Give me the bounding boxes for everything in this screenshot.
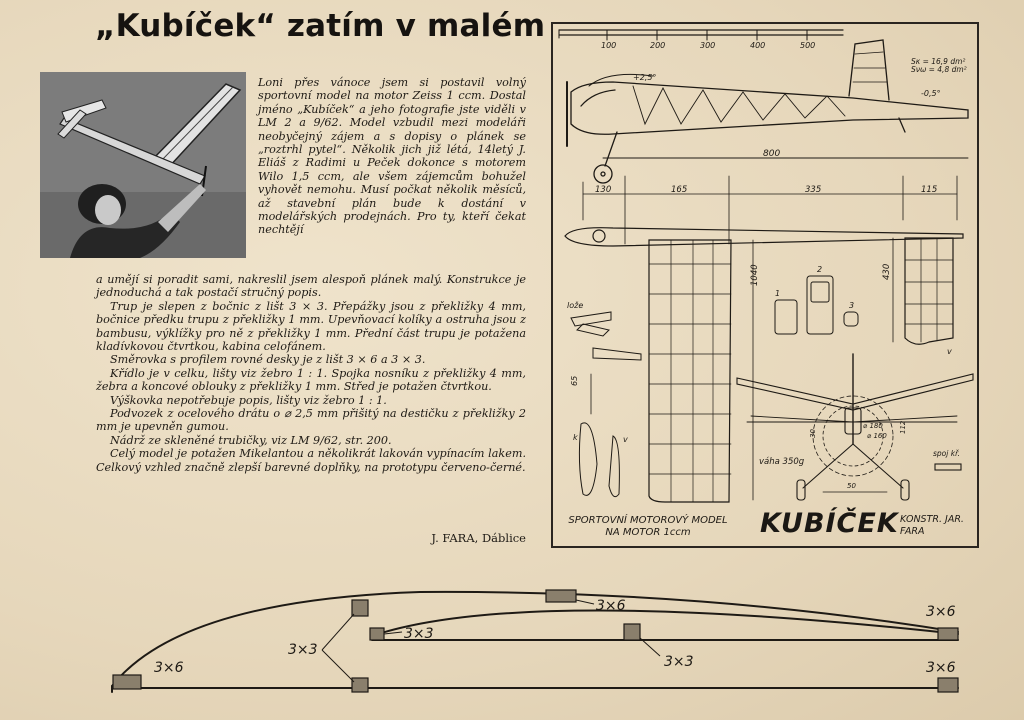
loze-label: lože [567, 301, 584, 310]
article-paragraph: Směrovka s profilem rovné desky je z lišt 3 × 6 a 3 × 3. [110, 353, 426, 367]
photo-boy-with-model [40, 72, 246, 258]
tail-span-dimension: 430 [882, 263, 892, 280]
wing-rib-drawing [0, 570, 1024, 720]
article-paragraph: Nádrž ze skleněné trubičky, viz LM 9/62, str. 200. [110, 433, 392, 447]
dim-65: 65 [570, 375, 579, 386]
article-signature: J. FARA, Dáblice [431, 531, 526, 545]
dim-115: 115 [921, 185, 938, 195]
article-title: „Kubíček“ zatím v malém [95, 8, 546, 44]
part-label: 1 [775, 289, 781, 298]
diameter-label: ⌀ 180 [863, 422, 883, 430]
dim-130: 130 [595, 185, 612, 195]
rib-label: 3×6 [154, 660, 184, 676]
tail-angle-label: -0,5° [921, 89, 941, 98]
top-view [565, 176, 963, 502]
plan-author: KONSTR. JAR. FARA [900, 514, 964, 537]
dim-30: 30 [809, 429, 817, 438]
rib-label: 3×3 [664, 654, 694, 670]
article-intro: Loni přes vánoce jsem si postavil volný sportovní model na motor Zeiss 1 ccm. Dostal jméno „Kubíček“ a jeho fotografie jste viděli v LM 2 a 9/62. Model vzbudil mezi modeláři neobyčejný zájem a s dopisy o plánek se „roztrhl pytel“. Několik jich již létá, 14letý J. Eliáš z Radimi u Peček dokonce s motorem Wilo 1,5 ccm, ale všem zájemcům bohužel vyhovět nemohu. Musí počkat několik měsíců, až stavební plán bude k dostání v modelářských prodejnách. Pro ty, kteří čekat nechtějí [258, 76, 526, 237]
article-paragraph: Celý model je potažen Mikelantou a několikrát lakován vypínacím lakem. Celkový vzhled značně zlepší barevné doplňky, na prototypu červeno-černé. [96, 447, 526, 474]
article-paragraph: Křídlo je v celku, lišty viz žebro 1 : 1. Spojka nosníku z překližky 4 mm, žebra a koncové oblouky z překližky 1 mm. Střed je potažen čtvrtkou. [96, 366, 526, 394]
part-label: k [573, 433, 578, 442]
rib-label: 3×6 [596, 598, 626, 614]
tail-area-label: Sνω = 4,8 dm² [911, 65, 967, 74]
detail-parts [571, 276, 858, 497]
part-label: 2 [817, 265, 823, 274]
front-view [737, 354, 973, 500]
scale-mark: 200 [650, 41, 666, 50]
scale-mark: 100 [601, 41, 617, 50]
wing-angle-label: +2,5° [633, 73, 657, 82]
weight-label: váha 350g [759, 457, 805, 467]
wing-area-label: Sκ = 16,9 dm² [911, 57, 966, 66]
side-view [567, 40, 968, 183]
rib-label: 3×6 [926, 660, 956, 676]
plan-model-name: KUBÍČEK [760, 508, 899, 539]
scale-mark: 500 [800, 41, 816, 50]
plan-caption: SPORTOVNÍ MOTOROVÝ MODEL NA MOTOR 1ccm [568, 515, 728, 538]
diameter-label: ⌀ 160 [867, 432, 887, 440]
article-paragraph: a umějí si poradit sami, nakreslil jsem alespoň plánek malý. Konstrukce je jednoduchá a tak postačí stručný popis. [96, 273, 526, 300]
dim-50: 50 [847, 482, 856, 490]
part-label: 3 [849, 301, 855, 310]
rib-label: 3×3 [288, 642, 318, 658]
rib-label: 3×6 [926, 604, 956, 620]
scale-mark: 300 [700, 41, 716, 50]
dim-165: 165 [671, 185, 688, 195]
model-plan-drawing [551, 22, 979, 548]
scale-mark: 400 [750, 41, 766, 50]
part-label: v [947, 347, 952, 356]
dim-335: 335 [805, 185, 822, 195]
dim-112: 112 [899, 420, 907, 434]
wing-joint-label: spoj kř. [933, 449, 960, 458]
article-paragraph: Trup je slepen z bočnic z lišt 3 × 3. Přepážky jsou z překližky 4 mm, bočnice předku trupu z překližky 1 mm. Upevňovací kolíky a ostruha jsou z bambusu, výklížky pro ně z překližky 1 mm. Přední část trupu je potažena kladívkovou čtvrtkou, kabina celofánem. [96, 299, 526, 354]
rib-label: 3×3 [404, 626, 434, 642]
article-body [96, 273, 526, 474]
article-paragraph: Výškovka nepotřebuje popis, lišty viz žebro 1 : 1. [110, 393, 387, 407]
span-dimension: 1040 [750, 264, 760, 286]
part-label: v [623, 435, 628, 444]
length-dimension: 800 [763, 149, 781, 159]
article-paragraph: Podvozek z ocelového drátu o ⌀ 2,5 mm přišitý na destičku z překližky 2 mm je upevněn gumou. [96, 407, 526, 434]
